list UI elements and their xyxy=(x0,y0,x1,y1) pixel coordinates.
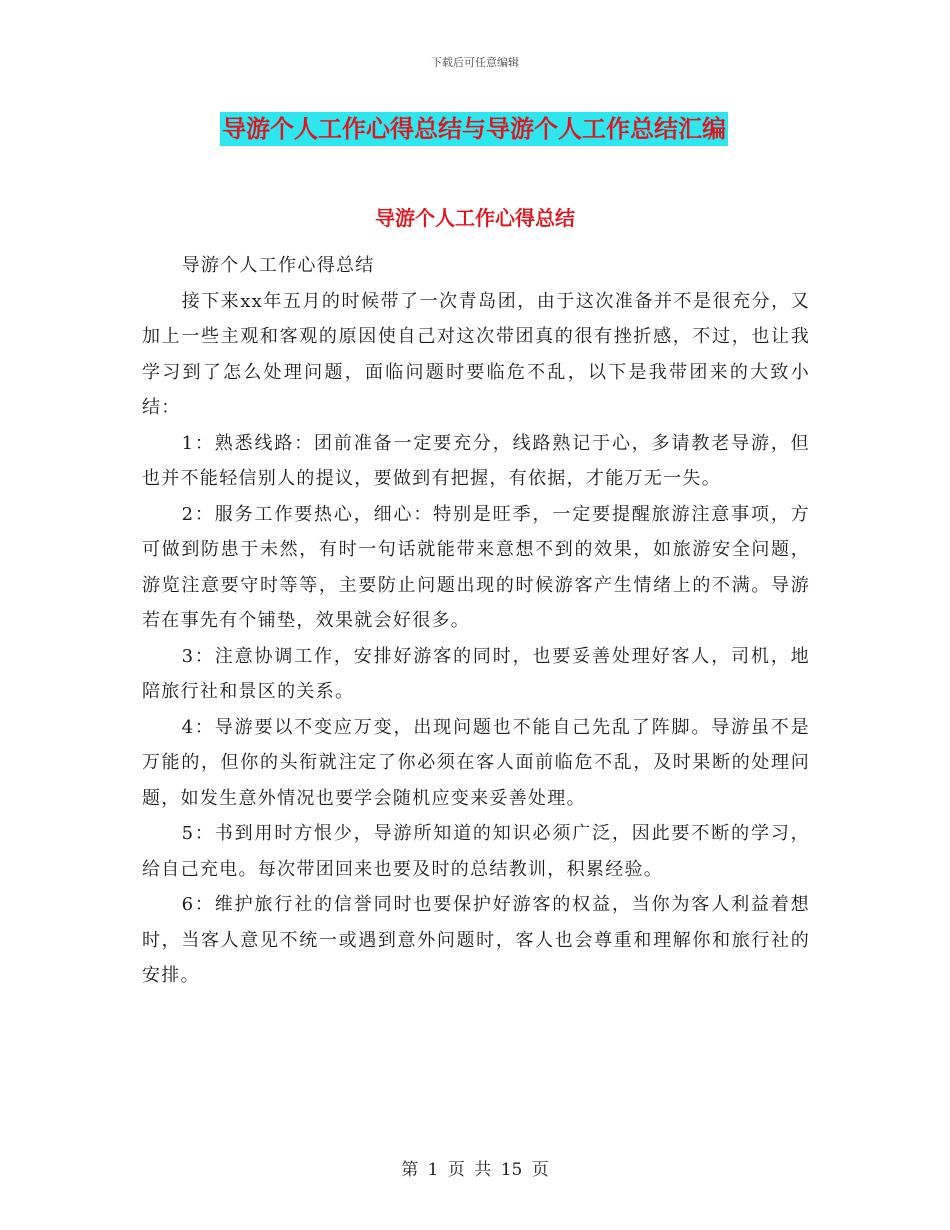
section-title: 导游个人工作心得总结 xyxy=(375,206,575,230)
page-number: 第 1 页 共 15 页 xyxy=(401,1160,549,1180)
paragraph-subtitle: 导游个人工作心得总结 xyxy=(181,255,375,276)
header-note: 下载后可任意编辑 xyxy=(431,56,519,69)
document-body xyxy=(142,248,810,994)
paragraph-point-4: 4：导游要以不变应万变，出现问题也不能自己先乱了阵脚。导游虽不是万能的，但你的头衔就注定了你必须在客人面前临危不乱，及时果断的处理问题，如发生意外情况也要学会随机应变来妥善处理。 xyxy=(142,716,810,809)
paragraph-point-2: 2：服务工作要热心，细心：特别是旺季，一定要提醒旅游注意事项，方可做到防患于未然，有时一句话就能带来意想不到的效果，如旅游安全问题，游览注意要守时等等，主要防止问题出现的时候游客产生情绪上的不满。导游若在事先有个铺垫，效果就会好很多。 xyxy=(142,503,810,631)
paragraph-point-5: 5：书到用时方恨少，导游所知道的知识必须广泛，因此要不断的学习，给自己充电。每次带团回来也要及时的总结教训，积累经验。 xyxy=(142,823,810,880)
document-title: 导游个人工作心得总结与导游个人工作总结汇编 xyxy=(220,112,728,146)
paragraph-intro: 接下来xx年五月的时候带了一次青岛团，由于这次准备并不是很充分，又加上一些主观和客观的原因使自己对这次带团真的很有挫折感，不过，也让我学习到了怎么处理问题，面临问题时要临危不乱，以下是我带团来的大致小结： xyxy=(142,290,810,418)
paragraph-point-6: 6：维护旅行社的信誉同时也要保护好游客的权益，当你为客人利益着想时，当客人意见不统一或遇到意外问题时，客人也会尊重和理解你和旅行社的安排。 xyxy=(142,894,810,986)
paragraph-point-3: 3：注意协调工作，安排好游客的同时，也要妥善处理好客人，司机，地陪旅行社和景区的关系。 xyxy=(142,645,810,702)
paragraph-point-1: 1：熟悉线路：团前准备一定要充分，线路熟记于心，多请教老导游，但也并不能轻信别人的提议，要做到有把握，有依据，才能万无一失。 xyxy=(142,432,810,489)
